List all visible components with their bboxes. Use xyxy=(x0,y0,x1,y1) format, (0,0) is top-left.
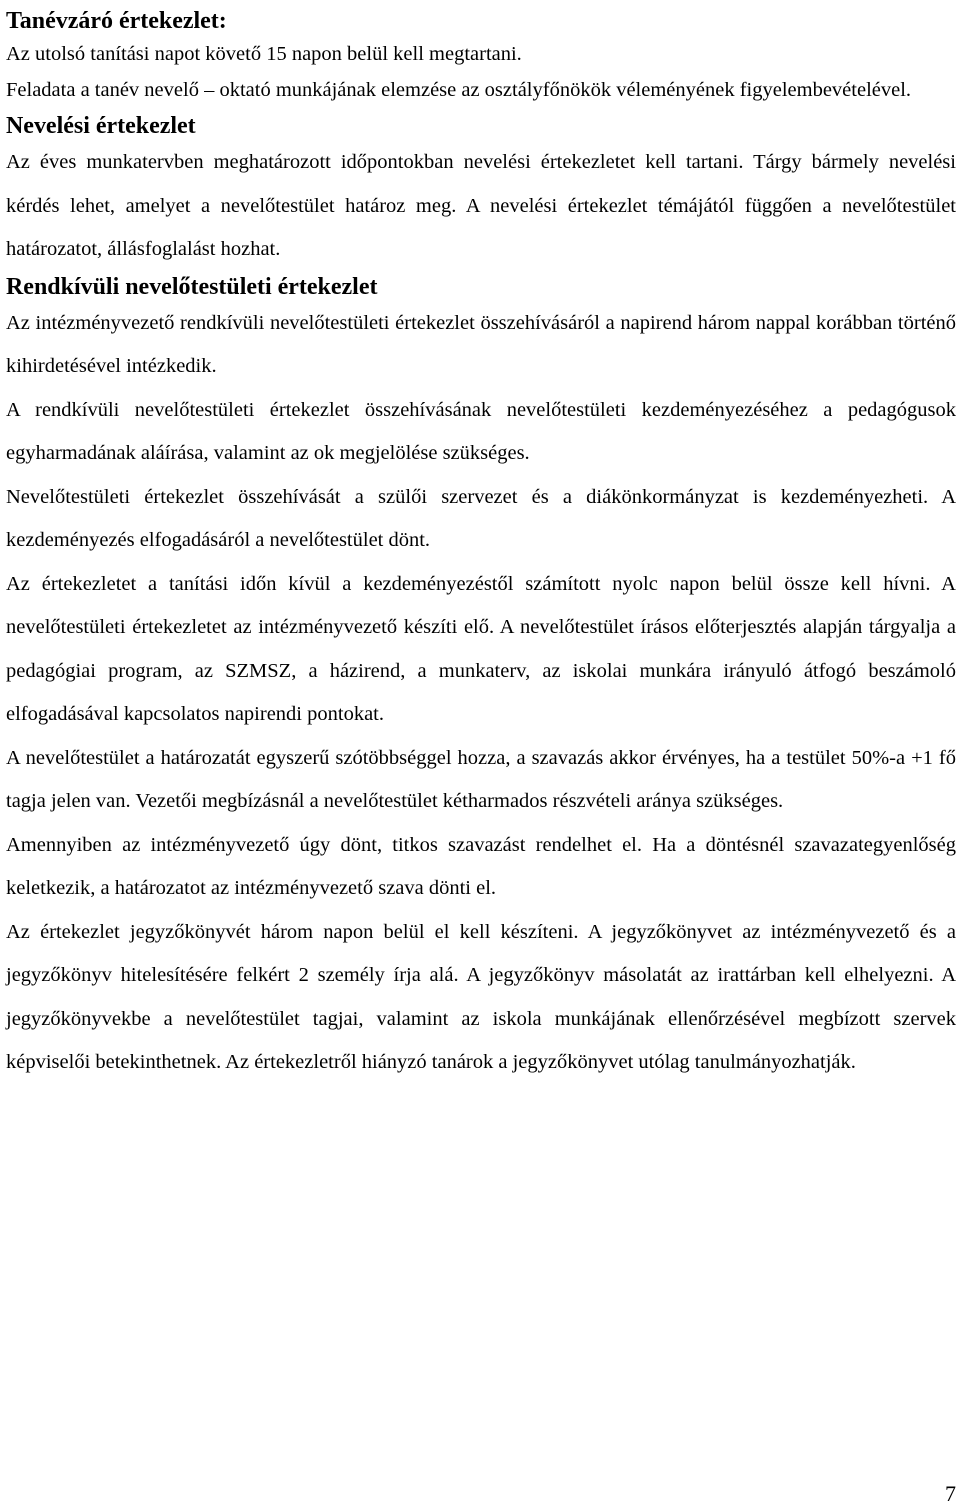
paragraph: A nevelőtestület a határozatát egyszerű szótöbbséggel hozza, a szavazás akkor érvényes, ha a testület 50%-a +1 fő tagja jelen van. Vezetői megbízásnál a nevelőtestület kétharmados részvételi aránya szükséges. xyxy=(6,746,956,812)
paragraph: Az éves munkatervben meghatározott időpontokban nevelési értekezletet kell tartani. Tárgy bármely nevelési kérdés lehet, amelyet a nevelőtestület határoz meg. A nevelési értekezlet témájától függően a nevelőtestület határozatot, állásfoglalást hozhat. xyxy=(6,151,956,260)
section-heading-tanevzaro: Tanévzáró értekezlet: xyxy=(6,8,227,34)
document-body xyxy=(6,0,956,1085)
paragraph: Nevelőtestületi értekezlet összehívását a szülői szervezet és a diákönkormányzat is kezdeményezheti. A kezdeményezés elfogadásáról a nevelőtestület dönt. xyxy=(6,485,956,551)
paragraph: Az értekezletet a tanítási időn kívül a kezdeményezéstől számított nyolc napon belül össze kell hívni. A nevelőtestületi értekezletet az intézményvezető készíti elő. A nevelőtestület írásos előterjesztés alapján tárgyalja a pedagógiai program, az SZMSZ, a házirend, a munkaterv, az iskolai munkára irányuló átfogó beszámoló elfogadásával kapcsolatos napirendi pontokat. xyxy=(6,572,956,725)
paragraph: Az utolsó tanítási napot követő 15 napon belül kell megtartani. xyxy=(6,43,522,65)
paragraph: Az értekezlet jegyzőkönyvét három napon belül el kell készíteni. A jegyzőkönyvet az intézményvezető és a jegyzőkönyv hitelesítésére felkért 2 személy írja alá. A jegyzőkönyv másolatát az irattárban kell elhelyezni. A jegyzőkönyvekbe a nevelőtestület tagjai, valamint az iskola munkájának ellenőrzésével megbízott szervek képviselői betekinthetnek. Az értekezletről hiányzó tanárok a jegyzőkönyvet utólag tanulmányozhatják. xyxy=(6,920,956,1073)
paragraph: Amennyiben az intézményvezető úgy dönt, titkos szavazást rendelhet el. Ha a döntésnél szavazategyenlőség keletkezik, a határozatot az intézményvezető szava dönti el. xyxy=(6,833,956,899)
paragraph: Az intézményvezető rendkívüli nevelőtestületi értekezlet összehívásáról a napirend három nappal korábban történő kihirdetésével intézkedik. xyxy=(6,311,956,377)
section-heading-rendkivuli: Rendkívüli nevelőtestületi értekezlet xyxy=(6,273,378,300)
section-heading-nevelesi: Nevelési értekezlet xyxy=(6,113,196,139)
page-number: 7 xyxy=(945,1481,956,1506)
paragraph: A rendkívüli nevelőtestületi értekezlet összehívásának nevelőtestületi kezdeményezéséhez a pedagógusok egyharmadának aláírása, valamint az ok megjelölése szükséges. xyxy=(6,398,956,464)
paragraph: Feladata a tanév nevelő – oktató munkájának elemzése az osztályfőnökök véleményének figyelembevételével. xyxy=(6,79,912,101)
